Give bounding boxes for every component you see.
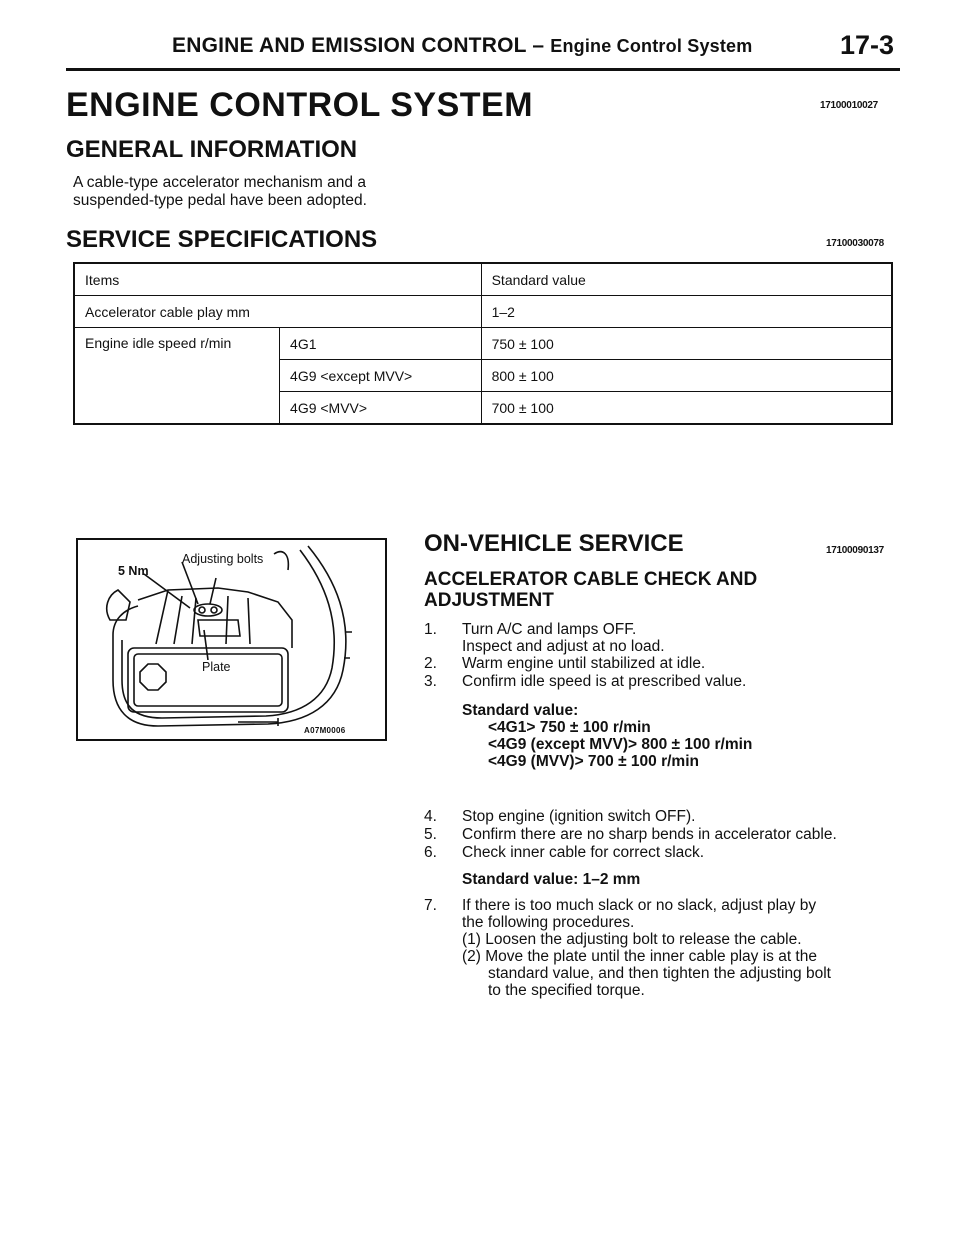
step-number: 4. (424, 808, 437, 825)
header-subsection: Engine Control System (550, 36, 753, 56)
header-divider (66, 68, 900, 71)
general-line: suspended-type pedal have been adopted. (73, 192, 367, 209)
general-paragraph (73, 174, 367, 210)
running-header (172, 34, 752, 58)
adjusting-bolts-label: Adjusting bolts (182, 552, 264, 566)
standard-value-line: <4G1> 750 ± 100 r/min (488, 719, 651, 736)
cell-value: 750 ± 100 (481, 328, 892, 360)
adjusting-bolts-figure (76, 538, 387, 741)
cell-value: 800 ± 100 (481, 360, 892, 392)
step-number: 7. (424, 897, 437, 914)
specifications-table (73, 262, 893, 425)
step-number: 3. (424, 673, 437, 690)
cell-item: Accelerator cable play mm (74, 296, 481, 328)
sub-step-2-cont: standard value, and then tighten the adjusting bolt (488, 965, 831, 982)
standard-value-line: <4G9 (MVV)> 700 ± 100 r/min (488, 753, 699, 770)
step-text: the following procedures. (462, 914, 635, 931)
torque-label: 5 Nm (118, 564, 149, 578)
step-text: Warm engine until stabilized at idle. (462, 655, 706, 672)
cell-engine: 4G1 (280, 328, 482, 360)
standard-value-cable: Standard value: 1–2 mm (462, 871, 641, 888)
col-header-items: Items (74, 263, 481, 296)
sub-step-2-cont: to the specified torque. (488, 982, 645, 999)
cell-item: Engine idle speed r/min (74, 328, 280, 425)
general-heading: GENERAL INFORMATION (66, 136, 358, 163)
page-number: 17-3 (840, 30, 895, 60)
step-text: Stop engine (ignition switch OFF). (462, 808, 696, 825)
table-header-row (74, 263, 892, 296)
page-title: ENGINE CONTROL SYSTEM (66, 86, 534, 124)
specs-heading: SERVICE SPECIFICATIONS (66, 226, 378, 253)
general-line: A cable-type accelerator mechanism and a (73, 174, 366, 191)
step-text: Inspect and adjust at no load. (462, 638, 665, 655)
step-number: 1. (424, 621, 437, 638)
specs-code: 17100030078 (826, 238, 884, 249)
step-number: 2. (424, 655, 437, 672)
sub-step-2: (2) Move the plate until the inner cable play is at the (462, 948, 817, 965)
table-row (74, 328, 892, 360)
figure-code: A07M0006 (304, 726, 346, 735)
step-text: Confirm idle speed is at prescribed value. (462, 673, 747, 690)
cell-engine: 4G9 <except MVV> (280, 360, 482, 392)
sub-step-1: (1) Loosen the adjusting bolt to release the cable. (462, 931, 802, 948)
standard-value-line: <4G9 (except MVV)> 800 ± 100 r/min (488, 736, 753, 753)
cell-engine: 4G9 <MVV> (280, 392, 482, 425)
procedure-heading (424, 569, 757, 611)
onvehicle-heading: ON-VEHICLE SERVICE (424, 530, 684, 557)
standard-value-label: Standard value: (462, 702, 579, 719)
step-number: 6. (424, 844, 437, 861)
plate-label: Plate (202, 660, 231, 674)
cell-value: 1–2 (481, 296, 892, 328)
header-dash: – (532, 34, 545, 57)
standard-value-block (462, 702, 752, 770)
step-text: Confirm there are no sharp bends in accelerator cable. (462, 826, 837, 843)
title-code: 17100010027 (820, 100, 878, 111)
procedure-heading-line: ACCELERATOR CABLE CHECK AND (424, 569, 758, 590)
step-text: If there is too much slack or no slack, adjust play by (462, 897, 817, 914)
step-text: Turn A/C and lamps OFF. (462, 621, 637, 638)
table-row (74, 296, 892, 328)
procedure-heading-line: ADJUSTMENT (424, 590, 554, 611)
step-text: Check inner cable for correct slack. (462, 844, 705, 861)
step-number: 5. (424, 826, 437, 843)
header-section: ENGINE AND EMISSION CONTROL (172, 34, 527, 57)
col-header-standard: Standard value (481, 263, 892, 296)
cell-value: 700 ± 100 (481, 392, 892, 425)
onvehicle-code: 17100090137 (826, 545, 884, 556)
